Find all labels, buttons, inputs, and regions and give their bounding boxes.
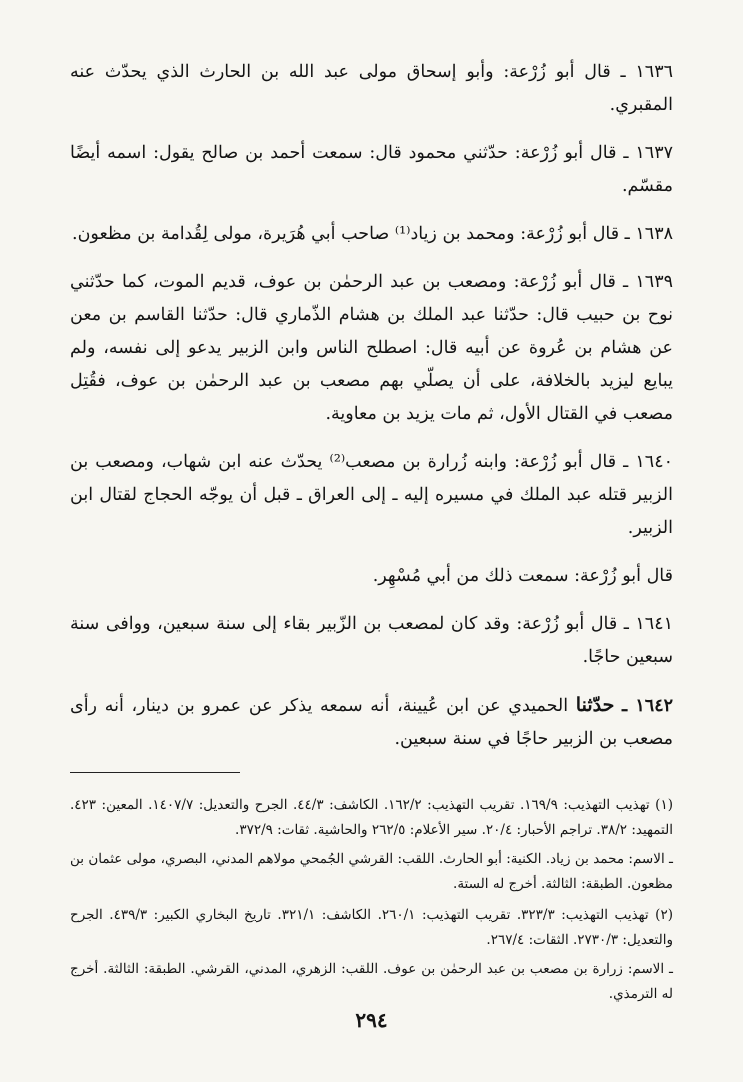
entry-text: الحميدي عن ابن عُيينة، أنه سمعه يذكر عن عمرو بن دينار، أنه رأى مصعب بن الزبير حاجًا في سنة سبعين. <box>70 696 673 749</box>
footnote-1-sources: (١) تهذيب التهذيب: ١٦٩/٩. تقريب التهذيب: ١٦٢/٢. الكاشف: ٤٤/٣. الجرح والتعديل: ١٤٠٧/٧. المعين: ٤٢٣. التمهيد: ٣٨/٢. تراجم الأحبار: ٢٠/٤. سير الأعلام: ٢٦٢/٥ والحاشية. ثقات: ٣٧٢/٩. <box>70 797 673 838</box>
entry-1636: ١٦٣٦ ـ قال أبو زُرْعة: وأبو إسحاق مولى عبد الله بن الحارث الذي يحدّث عنه المقبري. <box>70 62 673 115</box>
entry-number: ١٦٤٢ ـ <box>622 696 673 716</box>
footnote-1-tags: ـ الاسم: محمد بن زياد. الكنية: أبو الحارث. اللقب: القرشي الجُمحي مولاهم المدني، البصري، مولى عثمان بن مظعون. الطبقة: الثالثة. أخرج له الستة. <box>70 851 673 892</box>
entry-1638: ١٦٣٨ ـ قال أبو زُرْعة: ومحمد بن زياد⁽¹⁾ صاحب أبي هُرَيرة، مولى لِقُدامة بن مظعون. <box>72 224 673 244</box>
entry-1640: ١٦٤٠ ـ قال أبو زُرْعة: وابنه زُرارة بن مصعب⁽²⁾ يحدّث عنه ابن شهاب، ومصعب بن الزبير قتله عبد الملك في مسيره إليه ـ إلى العراق ـ قبل أن يوجّه الحجاج لقتال ابن الزبير. <box>70 452 673 538</box>
page-number: ٢٩٤ <box>355 1008 388 1032</box>
footnote-2-tags: ـ الاسم: زرارة بن مصعب بن عبد الرحمٰن بن عوف. اللقب: الزهري، المدني، القرشي. الطبقة: الثالثة. أخرج له الترمذي. <box>70 961 673 1002</box>
entry-1640-note: قال أبو زُرْعة: سمعت ذلك من أبي مُسْهِر. <box>372 566 673 586</box>
entry-1641: ١٦٤١ ـ قال أبو زُرْعة: وقد كان لمصعب بن الزّبير بقاء إلى سنة سبعين، ووافى سنة سبعين حاجًا. <box>70 614 673 667</box>
keyword: حدّثنا <box>575 694 615 716</box>
entry-1639: ١٦٣٩ ـ قال أبو زُرْعة: ومصعب بن عبد الرحمٰن بن عوف، قديم الموت، كما حدّثني نوح بن حبيب قال: حدّثنا عبد الملك بن هشام الذّماري قال: حدّثنا القاسم بن معن عن هشام بن عُروة عن أبيه قال: اصطلح الناس وابن الزبير يدعو إلى نفسه، ولم يبايع ليزيد بالخلافة، على أن يصلّي بهم مصعب بن عبد الرحمٰن بن عوف، فقُتِل مصعب في القتال الأول، ثم مات يزيد بن معاوية. <box>70 272 673 424</box>
entry-1637: ١٦٣٧ ـ قال أبو زُرْعة: حدّثني محمود قال: سمعت أحمد بن صالح يقول: اسمه أيضًا مقسّم. <box>70 143 673 196</box>
entry-1642 <box>70 689 673 756</box>
footnote-2-sources: (٢) تهذيب التهذيب: ٣٢٣/٣. تقريب التهذيب: ٢٦٠/١. الكاشف: ٣٢١/١. تاريخ البخاري الكبير: ٤٣٩/٣. الجرح والتعديل: ٢٧٣٠/٣. الثقات: ٢٦٧/٤. <box>70 907 673 948</box>
footnote-divider <box>70 772 240 773</box>
